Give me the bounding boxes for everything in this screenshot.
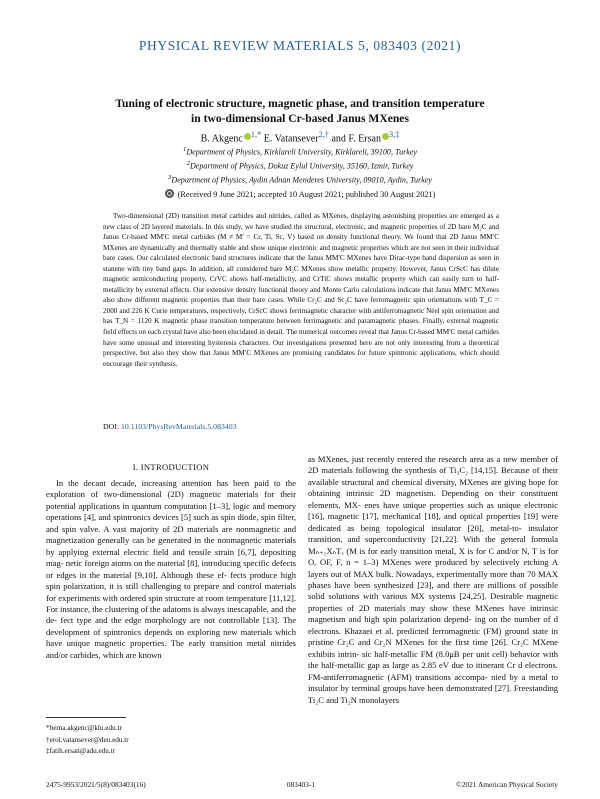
doi-link[interactable]: 10.1103/PhysRevMaterials.5.083403 bbox=[120, 422, 237, 431]
footnote-email[interactable]: ‡fatih.ersan@adu.edu.tr bbox=[46, 747, 116, 755]
doi-line bbox=[103, 422, 237, 431]
title-line-2: in two-dimensional Cr-based Janus MXenes bbox=[191, 112, 409, 125]
author-name: F. Ersan bbox=[348, 133, 381, 145]
affiliations bbox=[60, 144, 540, 186]
received-dates: (Received 9 June 2021; accepted 10 August 2021; published 30 August 2021) bbox=[60, 189, 540, 199]
author-name: B. Akgenc bbox=[200, 133, 243, 145]
paper-title bbox=[60, 96, 540, 126]
journal-header: PHYSICAL REVIEW MATERIALS 5, 083403 (2021) bbox=[138, 38, 462, 53]
intro-paragraph-continued: as MXenes, just recently entered the research area as a new member of 2D materials following the synthesis of Ti₃C₂ [14,15]. Because of their available structural and chemical diversity, MXenes are giving hope for obtaining intrinsic 2D magnetism. Depending on their constituent elements, MX- enes have unique properties such as unique electronic [16], magnetic [17], mechanical [18], and optical properties [19] were dedicated as being topological insulator [20], metal-to- insulator transition, and superconductivity [21,22]. With the general formula Mₙ₊₁XₙTₓ (M is for early transition metal, X is for C and/or N, T is for O, OF, F, n = 1–3) MXenes were produced by selectively etching A layers out of MAX bulk. Nowadays, experimentally more than 70 MAX phases have been synthesized [23], and there are millions of possible solid solutions with various MX systems [24,25]. Desirable magnetic properties of 2D materials may show these MXenes have intrinsic magnetism and high spin polarization depend- ing on the number of d electrons. Khazaei et al. predicted ferromagnetic (FM) ground state in pristine Cr₂C and Cr₂N MXenes for the first time [26]. Cr₂C MXene exhibits intrin- sic half-metallic FM (8.0μB per unit cell) behavior with the half-metallic gap as large as 2.85 eV due to itinerant Cr d electrons. FM-antiferromagnetic (AFM) transitions accompa- nied by a metal to insulator by terminal groups have been demonstrated [27]. Freestanding Ti₂C and Ti₂N monolayers bbox=[308, 454, 559, 705]
footnotes bbox=[46, 723, 129, 758]
section-heading: I. INTRODUCTION bbox=[132, 462, 210, 472]
page-footer bbox=[46, 780, 558, 789]
footnote-divider bbox=[46, 717, 126, 718]
affiliation: $^3$Department of Physics, Aydin Adnan Menderes University, 09010, Aydin, Turkey bbox=[167, 173, 433, 185]
abstract: Two-dimensional (2D) transition metal carbides and nitrides, called as MXenes, displaying astonishing properties are emerged as a new class of 2D layered materials. In this study, we have studied the structural, electronic, and magnetic properties of 2D bare M₂C and Janus Cr-based MM′C metal carbides (M ≠ M′ = Cr, Ti, Sc, V) based on density functional theory. We found that 2D Janus MM′C MXenes are dynamically and thermally stable and show unique electronic and magnetic properties which are not seen in their individual bare cases. Our calculated electronic band structures indicate that the Janus MM′C MXenes have Dirac-type band dispersion as seen in stanene with tiny band gaps. In addition, all considered bare M₂C MXenes show metallic property. However, Janus CrScC has dilute magnetic semiconducting property, CrVC shows half-metallicity, and CrTiC shows metallic property which can easily turn to half-metallicity by external effects. Our extensive density functional theory and Monte Carlo calculations indicate that Janus MM′C MXenes also show different magnetic properties than their bare cases. While Cr₂C and Sc₂C have ferromagnetic spin orientations with T_C = 2000 and 226 K Curie temperatures, respectively, CrScC shows ferrimagnetic character with antiferromagnetic Néel spin orientation and has T_N = 1120 K magnetic phase transition temperature between ferrimagnetic and paramagnetic phases. Finally, external magnetic field effects on each crystal have also been elucidated in detail. The numerical outcomes reveal that Janus Cr-based MM′C metal carbides have some unusual and interesting hysteresis characters. Our investigations presented here are not only interesting from a theoretical perspective, but also they show that Janus MM′C MXenes are promising candidates for future spintronic applications, which should encourage their synthesis. bbox=[103, 212, 500, 368]
orcid-icon[interactable] bbox=[382, 133, 389, 140]
footer-page-number: 083403-1 bbox=[286, 780, 316, 789]
affiliation: $^2$Department of Physics, Dokuz Eylul University, 35160, Izmir, Turkey bbox=[186, 159, 414, 171]
left-column bbox=[46, 478, 296, 661]
orcid-icon[interactable] bbox=[244, 133, 251, 140]
right-column bbox=[308, 454, 558, 706]
footnote-email[interactable]: †erol.vatansever@deu.edu.tr bbox=[46, 735, 129, 744]
footer-copyright: ©2021 American Physical Society bbox=[456, 780, 558, 789]
footer-issn: 2475-9953/2021/5(8)/083403(16) bbox=[46, 780, 146, 789]
author-affiliation-mark[interactable]: 1,* bbox=[250, 130, 262, 139]
footnote-email[interactable]: *berna.akgenc@klu.edu.tr bbox=[46, 724, 122, 732]
intro-paragraph: In the decant decade, increasing attention has been paid to the exploration of two-dimensional (2D) magnetic materials for their potential applications in quantum computation [1–3], logic and memory operations [4], and spintronics devices [5] such as spin diode, spin filter, and spin valve. A vast majority of 2D materials are nonmagnetic and magnetization generally can be generated in the nonmagnetic materials by applying external electric field and tensile strain [6,7], depositing mag- netic foreign atoms on the material [8], introducing specific defects or edges in the material [9,10]. Although these ef- fects produce high spin polarization, it is still challenging to prepare and control materials for experiments with ordered spin structure at room temperature [11,12]. For instance, the clustering of the adatoms is always inescapable, and the de- fect type and the edge morphology are not controllable [13]. The development of spintronics depends on exploring new materials which have unique magnetic properties. The early transition metal nitrides and/or carbides, which are known bbox=[46, 478, 297, 660]
author-affiliation-mark[interactable]: 3,‡ bbox=[388, 130, 400, 139]
doi-label: DOI: bbox=[103, 422, 120, 431]
title-line-1: Tuning of electronic structure, magnetic phase, and transition temperature bbox=[115, 97, 485, 110]
author-name: E. Vatansever bbox=[263, 133, 319, 145]
author-affiliation-mark[interactable]: 2,† bbox=[318, 130, 329, 139]
affiliation: $^1$Department of Physics, Kirklareli University, Kirklareli, 39100, Turkey bbox=[182, 146, 418, 157]
author-list bbox=[60, 130, 540, 144]
author-conjunction: and bbox=[331, 133, 346, 145]
crossmark-icon[interactable] bbox=[165, 189, 174, 198]
